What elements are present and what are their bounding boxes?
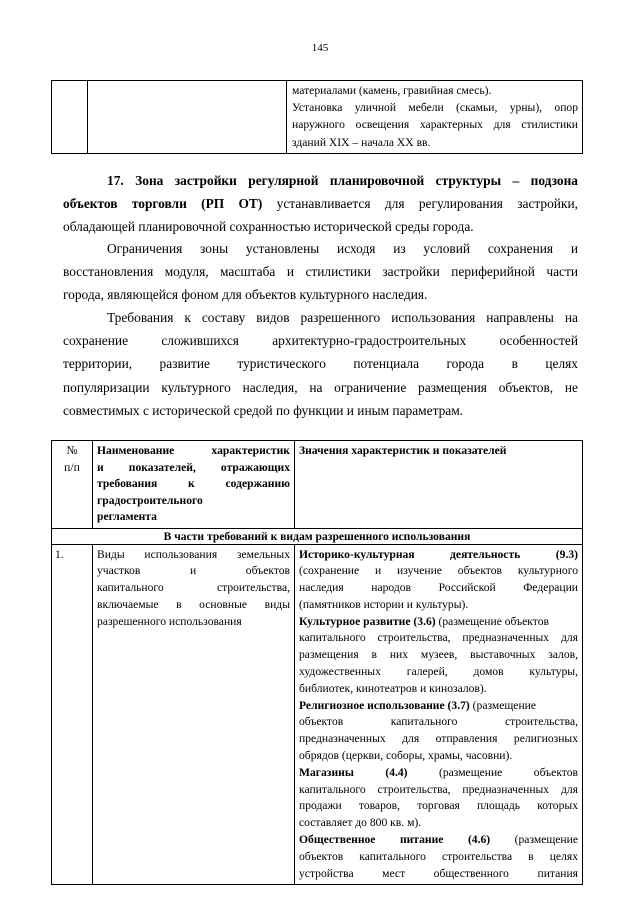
- value-title-line: [299, 547, 578, 564]
- value-code: (9.3): [555, 547, 578, 561]
- header-text: №: [66, 444, 78, 457]
- zone-title-line: 17. Зона застройки регулярной планировочной структуры – подзона: [107, 173, 578, 188]
- header-text: регламента: [97, 510, 157, 523]
- restrictions-paragraph: [63, 237, 578, 307]
- header-name: [93, 441, 295, 529]
- value-title: Историко-культурная деятельность: [299, 547, 521, 561]
- text-line: устройства мест общественного питания: [299, 866, 578, 880]
- text-line: зданий XIX – начала XX вв.: [292, 135, 431, 149]
- text-line: города, являющейся фоном для объектов культурного наследия.: [63, 287, 428, 303]
- value-title: Религиозное использование: [299, 698, 445, 712]
- value-title: Магазины: [299, 765, 354, 779]
- header-text: п/п: [64, 460, 80, 474]
- section-title: В части требований к видам разрешенного использования: [52, 528, 583, 544]
- text-line: объектов капитального строительства в целях: [299, 849, 578, 863]
- continuation-table: [51, 80, 583, 154]
- text-fragment: (размещение: [490, 833, 578, 847]
- section-row: [52, 528, 583, 544]
- row-values: [295, 544, 583, 885]
- text-line: наследия народов Российской Федерации: [299, 581, 578, 595]
- text-line: Требования к составу видов разрешенного использования направлены на: [107, 310, 578, 325]
- table-cell-values: [287, 81, 583, 154]
- header-text: градостроительного: [97, 493, 203, 507]
- text-line: совместимых с исторической средой по функции и иным параметрам.: [63, 402, 464, 418]
- zone-title-line: [63, 192, 578, 215]
- text-line: материалами (камень, гравийная смесь).: [292, 84, 492, 97]
- text-fragment: устанавливается для регулирования застройки,: [262, 196, 578, 212]
- value-title-line: [299, 614, 578, 631]
- header-text: требования к содержанию: [97, 477, 290, 490]
- text-line: (памятников истории и культуры).: [299, 597, 469, 611]
- text-line: Ограничения зоны установлены исходя из условий сохранения и: [107, 241, 578, 256]
- zone-code: объектов торговли (РП ОТ): [63, 196, 263, 212]
- text-line: составляет до 800 кв. м).: [299, 816, 422, 830]
- value-code: (4.6): [467, 833, 491, 847]
- text-line: наружного освещения характерных для стилистики: [292, 118, 578, 132]
- text-fragment: (размещение объектов: [407, 765, 578, 779]
- header-number: [52, 441, 93, 529]
- text-line: объектов капитального строительства,: [299, 715, 578, 729]
- value-title-line: [299, 765, 578, 782]
- text-line: обладающей планировочной сохранностью исторической среды города.: [63, 219, 474, 235]
- text-line: капитального строительства, предназначенных для: [299, 631, 578, 645]
- text-line: размещения в них музеев, выставочных залов,: [299, 648, 578, 662]
- header-values: Значения характеристик и показателей: [295, 441, 583, 529]
- table-row: [52, 544, 583, 885]
- text-line: обрядов (церкви, соборы, храмы, часовни).: [299, 749, 513, 763]
- text-line: капитального строительства, предназначенных для: [299, 782, 578, 796]
- text-fragment: (размещение объектов: [435, 614, 549, 628]
- regulations-table: [51, 440, 583, 885]
- header-text: и показателей, отражающих: [97, 460, 290, 474]
- table-cell-name: [88, 81, 287, 154]
- value-code: (3.7): [447, 698, 470, 712]
- value-code: (3.6): [413, 614, 436, 628]
- text-line: восстановления модуля, масштаба и стилистики застройки периферийной части: [63, 264, 578, 280]
- text-line: популяризации культурного наследия, на ограничение размещения объектов, не: [63, 379, 578, 395]
- text-line: продажи товаров, торговая площадь которых: [299, 799, 578, 813]
- text-line: художественных галерей, домов культуры,: [299, 665, 578, 679]
- text-line: разрешенного использования: [97, 614, 242, 628]
- table-header-row: [52, 441, 583, 529]
- value-code: (4.4): [385, 765, 408, 779]
- row-name: [93, 544, 295, 885]
- text-line: (сохранение и изучение объектов культурного: [299, 564, 578, 578]
- header-text: Наименование характеристик: [97, 444, 290, 457]
- page-number: 145: [311, 42, 329, 54]
- text-line: капитального строительства,: [97, 581, 290, 595]
- table-cell-number: [52, 81, 88, 154]
- zone-paragraph: [63, 169, 578, 239]
- value-title-line: [299, 832, 578, 849]
- text-line: участков и объектов: [97, 564, 290, 578]
- text-line: включаемые в основные виды: [97, 597, 290, 611]
- text-line: территории, развитие туристического потенциала города в целях: [63, 356, 578, 372]
- text-line: библиотек, кинотеатров и кинозалов).: [299, 681, 487, 695]
- text-line: Виды использования земельных: [97, 547, 290, 561]
- text-line: сохранение сложившихся архитектурно-градостроительных особенностей: [63, 333, 578, 349]
- row-number: 1.: [52, 544, 93, 885]
- text-line: предназначенных для отправления религиозных: [299, 732, 578, 746]
- text-line: Установка уличной мебели (скамьи, урны), опор: [292, 101, 578, 115]
- value-title: Культурное развитие: [299, 614, 411, 628]
- text-fragment: (размещение: [469, 698, 536, 712]
- value-title-line: [299, 698, 578, 715]
- requirements-paragraph: [63, 306, 578, 422]
- value-title: Общественное питание: [299, 833, 444, 847]
